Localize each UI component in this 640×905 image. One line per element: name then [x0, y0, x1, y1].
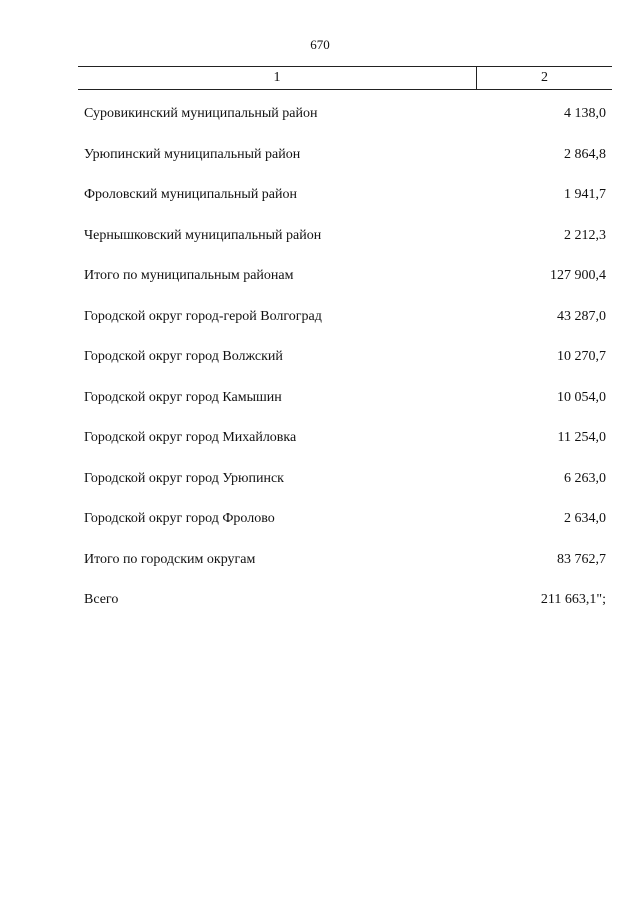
table-row [84, 471, 606, 512]
row-name: Городской округ город Камышин [84, 389, 282, 405]
row-name: Чернышковский муниципальный район [84, 227, 322, 243]
row-value: 211 663,1"; [540, 592, 606, 607]
table-row [84, 228, 606, 269]
row-name: Городской округ город-герой Волгоград [84, 308, 322, 324]
column-header-2: 2 [541, 70, 548, 85]
row-value: 83 762,7 [557, 551, 606, 567]
row-value: 6 263,0 [564, 470, 606, 486]
row-name: Урюпинский муниципальный район [84, 146, 301, 162]
row-name: Городской округ город Урюпинск [84, 470, 284, 486]
row-value: 2 212,3 [564, 227, 606, 243]
row-value: 2 864,8 [564, 146, 606, 162]
row-name: Суровикинский муниципальный район [84, 106, 318, 121]
table-row [84, 430, 606, 471]
row-name: Городской округ город Фролово [84, 511, 275, 526]
table-row [84, 147, 606, 188]
row-name: Городской округ город Михайловка [84, 430, 297, 445]
row-value: 4 138,0 [564, 106, 606, 121]
row-value: 11 254,0 [557, 430, 606, 445]
table-row [84, 309, 606, 350]
column-header-1: 1 [78, 67, 477, 89]
row-value: 10 270,7 [557, 349, 606, 364]
table-row [84, 349, 606, 390]
row-name: Итого по муниципальным районам [84, 268, 294, 283]
table-row [84, 552, 606, 593]
table-row [84, 187, 606, 228]
table-row [84, 592, 606, 633]
row-value: 2 634,0 [564, 511, 606, 526]
row-name: Городской округ город Волжский [84, 349, 283, 364]
row-name: Итого по городским округам [84, 551, 256, 567]
row-name: Фроловский муниципальный район [84, 187, 298, 202]
table-row [84, 511, 606, 552]
row-name: Всего [84, 592, 119, 607]
row-value: 43 287,0 [557, 308, 606, 324]
table-row [84, 390, 606, 431]
table-body [84, 106, 606, 633]
table-row [84, 268, 606, 309]
row-value: 10 054,0 [557, 389, 606, 405]
row-value: 1 941,7 [564, 187, 606, 202]
row-value: 127 900,4 [550, 268, 606, 283]
table-header [78, 66, 612, 90]
page-number: 670 [310, 37, 330, 52]
table-row [84, 106, 606, 147]
